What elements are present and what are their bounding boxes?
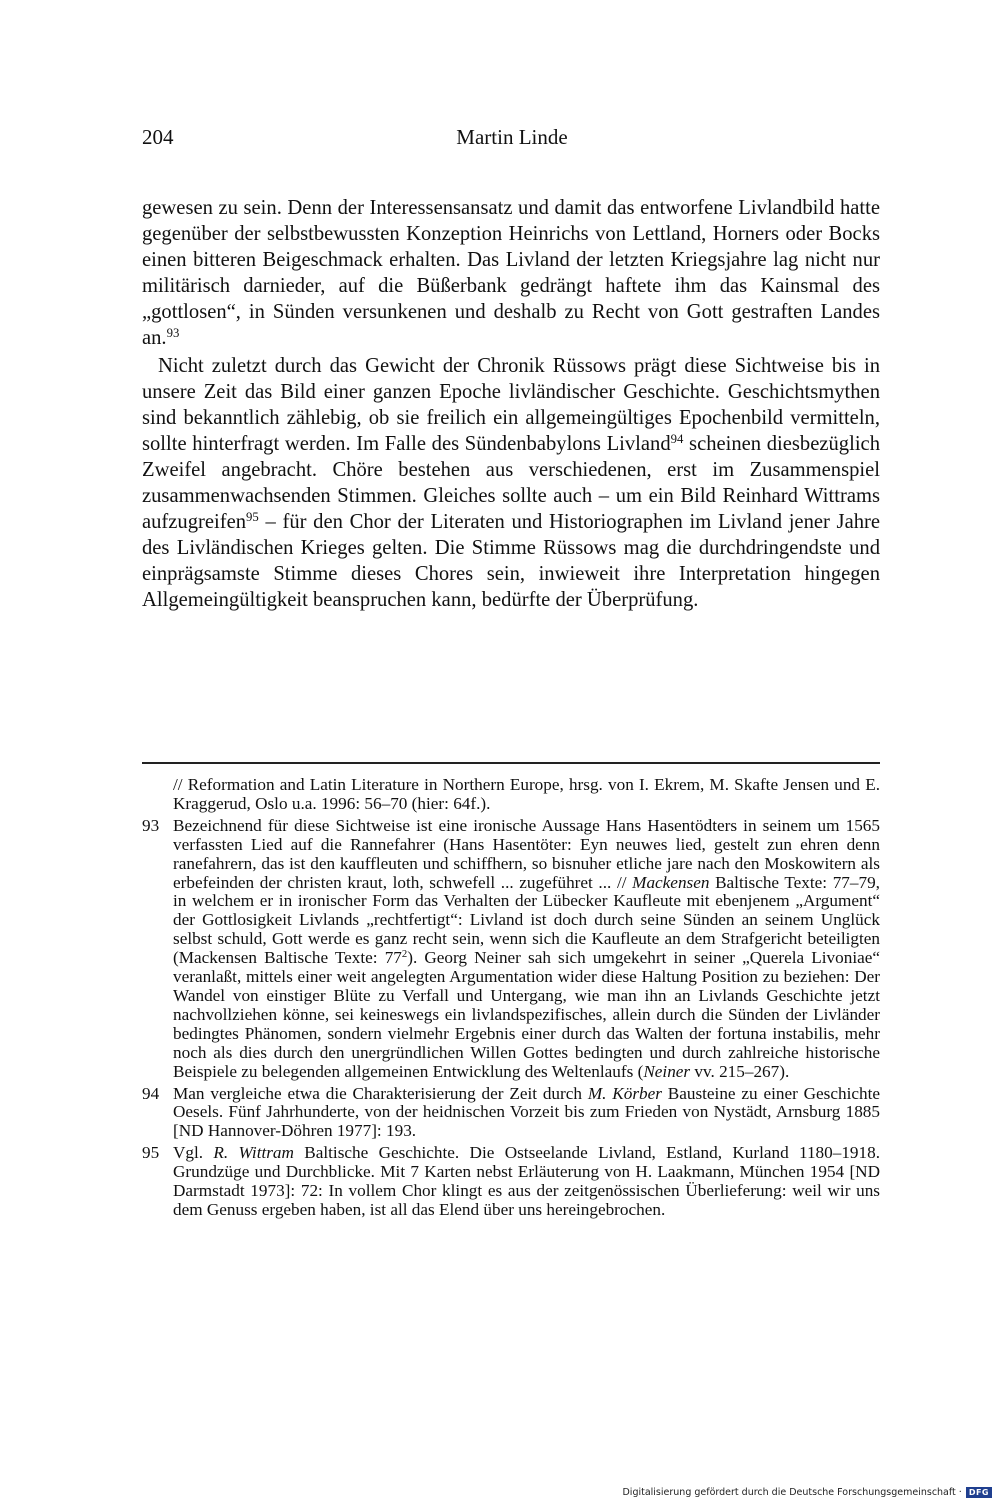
footnote-continuation: // Reformation and Latin Literature in Northern Europe, hrsg. von I. Ekrem, M. Skafte Jensen und E. Kraggerud, Oslo u.a. 1996: 56–70 (hier: 64f.). (173, 775, 880, 813)
main-text (142, 195, 880, 613)
dfg-logo: DFG (966, 1487, 992, 1498)
footnotes (142, 776, 880, 1223)
footnote-divider (142, 762, 880, 764)
paragraph: gewesen zu sein. Denn der Interessensansatz und damit das entworfene Livlandbild hatte gegenüber der selbstbewussten Konzeption Heinrichs von Lettland, Horners oder Bocks einen bitteren Beigeschmack erhalten. Das Livland der letzten Kriegsjahre lag nicht nur militärisch darnieder, auf die Büßerbank gedrängt haftete ihm das Kainsmal des „gottlosen“, in Sünden versunkenen und deshalb zu Recht von Gott gestraften Landes an.$^{93}$ (142, 197, 880, 349)
running-title: Martin Linde (456, 125, 568, 149)
footnote-ref[interactable]: 93 (166, 325, 180, 340)
footer-text: Digitalisierung gefördert durch die Deutsche Forschungsgemeinschaft · (622, 1487, 962, 1498)
footnote-ref[interactable]: 95 (246, 509, 259, 524)
paragraph: Nicht zuletzt durch das Gewicht der Chronik Rüssows prägt diese Sichtweise bis in unsere Zeit das Bild einer ganzen Epoche livländischer Geschichte. Geschichtsmythen sind bekanntlich zählebig, ob sie freilich ein allgemeingültiges Epochenbild vermitteln, sollte hinterfragt werden. Im Falle des Sündenbabylons Livland$^{94}$ scheinen diesbezüglich Zweifel angebracht. Chöre bestehen aus verschiedenen, erst im Zusammenspiel zusammenwachsenden Stimmen. Gleiches sollte auch – um ein Bild Reinhard Wittrams aufzugreifen$^{95}$ – für den Chor der Literaten und Historiographen im Livland jener Jahre des Livländischen Krieges gelten. Die Stimme Rüssows mag die durchdringendste und einprägsamste Stimme dieses Chores sein, inwieweit ihre Interpretation hingegen Allgemeingültigkeit beanspruchen kann, bedürfte der Überprüfung. (142, 355, 880, 611)
digitization-footer (622, 1487, 992, 1498)
page-header (142, 125, 882, 157)
footnote-number: 94 (142, 1083, 160, 1103)
footnote-93: 93 Bezeichnend für diese Sichtweise ist eine ironische Aussage Hans Hasentödters in seinem um 1565 verfassten Lied auf die Rannefahrer (Hans Hasentöter: Eyn neuwes lied, gestelt zun ehren denn ranefahrern, das ist den kauffleuten und schiffhern, so bisnuher etliche jare nach den Moskowitern als erbefeinden der christen kraut, loth, schwefell ... zugeführet ... // Mackensen Baltische Texte: 77–79, in welchem er in ironischer Form das Verhalten der Lübecker Kaufleute mit ebenjenem „Argument“ der Gottlosigkeit Livlands „rechtfertigt“: Livland ist doch durch seine Sünden an seinem Unglück selbst schuld, Gott werde es ganz recht sein, wenn sich die Kaufleute an dem Strafgericht beteiligten (Mackensen Baltische Texte: $77^2$). Georg Neiner sah sich umgekehrt in seiner „Querela Livoniae“ veranlaßt, mittels einer weit angelegten Argumentation wider diese Haltung Position zu beziehen: Der Wandel von einstiger Blüte zu Verfall und Untergang, wie man ihn an Livlands Geschichte jetzt nachvollziehen könne, sei keineswegs ein livlandspezifisches, allein durch die Sünden der Livländer bedingtes Phänomen, sondern vielmehr Ergebnis einer durch das Walten der fortuna instabilis, mehr noch als dies durch den unergründlichen Willen Gottes bedingten und durch zahlreiche historische Beispiele zu belegenden allgemeinen Entwicklung des Weltenlaufs (Neiner vv. 215–267). (142, 815, 881, 1081)
footnote-number: 95 (142, 1143, 160, 1163)
footnote-ref[interactable]: 94 (670, 431, 684, 446)
page-number: 204 (142, 125, 174, 149)
footnote-94: 94 Man vergleiche etwa die Charakterisierung der Zeit durch M. Körber Bausteine zu einer Geschichte Oesels. Fünf Jahrhunderte, von der heidnischen Vorzeit bis zum Frieden von Nystädt, Arnsburg 1885 [ND Hannover-Döhren 1977]: 193. (142, 1083, 880, 1141)
footnote-95: 95 Vgl. R. Wittram Baltische Geschichte. Die Ostseelande Livland, Estland, Kurland 1180–1918. Grundzüge und Durchblicke. Mit 7 Karten nebst Erläuterung von H. Laakmann, München 1954 [ND Darmstadt 1973]: 72: In vollem Chor klingt es aus der zeitgenössischen Überlieferung: weil wir uns dem Genuss ergeben haben, ist all das Elend über uns hereingebrochen. (142, 1143, 881, 1219)
footnote-number: 93 (142, 815, 160, 835)
